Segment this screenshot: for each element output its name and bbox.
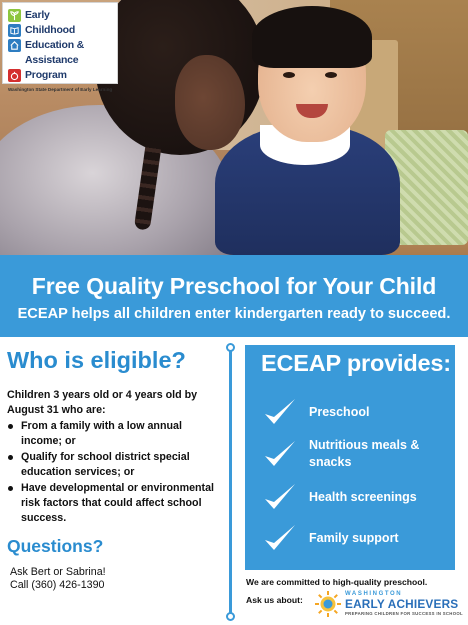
ea-name: EARLY ACHIEVERS	[345, 597, 459, 611]
eligibility-intro: Children 3 years old or 4 years old by August 31 who are:	[7, 389, 198, 416]
provides-item	[263, 437, 448, 471]
sun-icon	[314, 590, 342, 618]
logo-line-2: Childhood	[25, 24, 76, 36]
divider-line	[229, 347, 232, 617]
eligibility-list	[7, 419, 219, 527]
provides-item-label: Preschool	[309, 404, 370, 419]
ask-us-label: Ask us about:	[246, 595, 303, 605]
bullet-icon	[8, 486, 13, 491]
headline-subtitle: ECEAP helps all children enter kindergarten ready to succeed.	[17, 306, 451, 322]
eligibility-section	[0, 337, 222, 625]
list-item: Qualify for school district special education services; or	[7, 450, 219, 480]
check-icon	[263, 523, 297, 553]
divider-dot-top	[226, 343, 235, 352]
contact-info	[10, 566, 106, 591]
ea-state: WASHINGTON	[345, 591, 403, 597]
divider-dot-bottom	[226, 612, 235, 621]
ea-tagline: PREPARING CHILDREN FOR SUCCESS IN SCHOOL	[345, 611, 463, 616]
logo-line-5: Program	[25, 69, 67, 81]
commitment-text: We are committed to high-quality preschool.	[246, 577, 428, 587]
check-icon	[263, 439, 297, 469]
provides-item	[263, 397, 448, 427]
seedling-icon	[8, 9, 21, 22]
bullet-icon	[8, 424, 13, 429]
contact-line-2: Call (360) 426-1390	[10, 578, 105, 591]
eceap-logo	[2, 2, 118, 92]
eligibility-title: Who is eligible?	[7, 347, 186, 373]
provides-item-label: Health screenings	[309, 489, 417, 504]
provides-item	[263, 523, 448, 553]
list-item: From a family with a low annual income; or	[7, 419, 219, 449]
hero-photo	[0, 0, 468, 255]
provides-box	[245, 345, 455, 570]
logo-line-3: Education &	[25, 39, 85, 51]
provides-item-label: Nutritious meals & snacks	[309, 438, 420, 469]
check-icon	[263, 482, 297, 512]
house-icon	[8, 39, 21, 52]
bullet-icon	[8, 455, 13, 460]
early-achievers-logo	[314, 587, 466, 621]
provides-item	[263, 482, 448, 512]
logo-line-1: Early	[25, 9, 50, 21]
check-icon	[263, 397, 297, 427]
logo-line-4: Assistance	[25, 54, 79, 66]
contact-line-1: Ask Bert or Sabrina!	[10, 566, 106, 578]
headline-title: Free Quality Preschool for Your Child	[31, 273, 437, 299]
headline-banner	[0, 255, 468, 337]
book-icon	[8, 24, 21, 37]
logo-subtitle: Washington State Department of Early Learning	[8, 87, 113, 92]
apple-icon	[8, 69, 21, 82]
list-item: Have developmental or environmental risk factors that could affect school success.	[7, 481, 219, 526]
provides-item-label: Family support	[309, 530, 399, 545]
provides-title: ECEAP provides:	[261, 350, 451, 376]
questions-title: Questions?	[7, 536, 104, 556]
